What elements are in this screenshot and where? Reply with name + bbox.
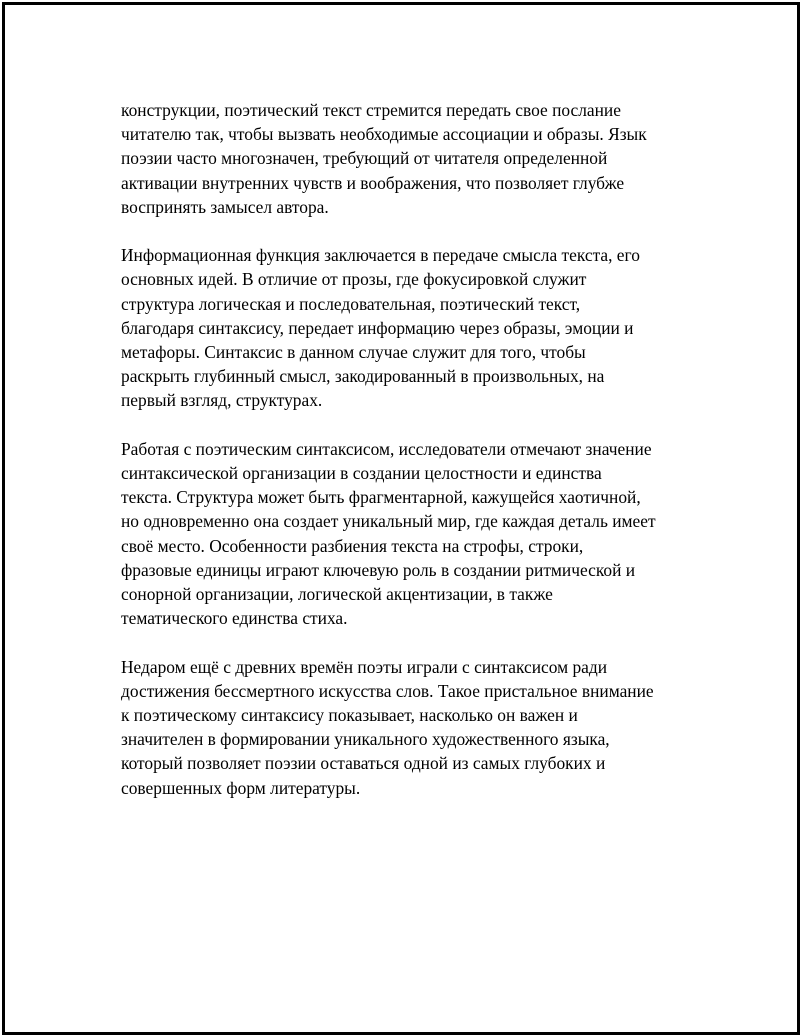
text-line: метафоры. Синтаксис в данном случае служит для того, чтобы bbox=[121, 342, 586, 363]
text-line: Недаром ещё с древних времён поэты играли с синтаксисом ради bbox=[121, 656, 608, 677]
paragraph bbox=[121, 243, 701, 412]
text-line: текста. Структура может быть фрагментарной, кажущейся хаотичной, bbox=[121, 487, 641, 508]
text-line: который позволяет поэзии оставаться одной из самых глубоких и bbox=[121, 753, 606, 774]
text-line: Информационная функция заключается в передаче смысла текста, его bbox=[121, 245, 640, 266]
text-line: воспринять замысел автора. bbox=[121, 196, 329, 217]
text-line: достижения бессмертного искусства слов. Такое пристальное внимание bbox=[121, 680, 654, 701]
text-line: Работая с поэтическим синтаксисом, исследователи отмечают значение bbox=[121, 438, 652, 459]
text-line: но одновременно она создает уникальный мир, где каждая деталь имеет bbox=[121, 511, 656, 532]
text-line: читателю так, чтобы вызвать необходимые ассоциации и образы. Язык bbox=[121, 124, 647, 145]
text-line: раскрыть глубинный смысл, закодированный в произвольных, на bbox=[121, 366, 605, 387]
text-line: благодаря синтаксису, передает информацию через образы, эмоции и bbox=[121, 317, 634, 338]
text-line: тематического единства стиха. bbox=[121, 608, 348, 629]
text-line: конструкции, поэтический текст стремится передать свое послание bbox=[121, 100, 621, 120]
text-line: значителен в формировании уникального художественного языка, bbox=[121, 729, 610, 750]
paragraph bbox=[121, 655, 701, 800]
paragraph bbox=[121, 98, 701, 219]
text-line: фразовые единицы играют ключевую роль в создании ритмической и bbox=[121, 559, 636, 580]
text-line: структура логическая и последовательная, поэтический текст, bbox=[121, 293, 581, 314]
text-line: сонорной организации, логической акцентизации, в также bbox=[121, 584, 553, 605]
text-line: синтаксической организации в создании целостности и единства bbox=[121, 463, 602, 484]
text-line: к поэтическому синтаксису показывает, насколько он важен и bbox=[121, 705, 578, 726]
text-line: своё место. Особенности разбиения текста на строфы, строки, bbox=[121, 535, 584, 556]
page-frame bbox=[2, 2, 800, 1035]
text-line: совершенных форм литературы. bbox=[121, 777, 361, 798]
text-line: первый взгляд, структурах. bbox=[121, 390, 323, 411]
paragraph bbox=[121, 437, 701, 631]
text-line: поэзии часто многозначен, требующий от читателя определенной bbox=[121, 148, 608, 169]
text-line: активации внутренних чувств и воображения, что позволяет глубже bbox=[121, 172, 625, 193]
text-line: основных идей. В отличие от прозы, где фокусировкой служит bbox=[121, 269, 587, 290]
document-body bbox=[121, 98, 701, 824]
